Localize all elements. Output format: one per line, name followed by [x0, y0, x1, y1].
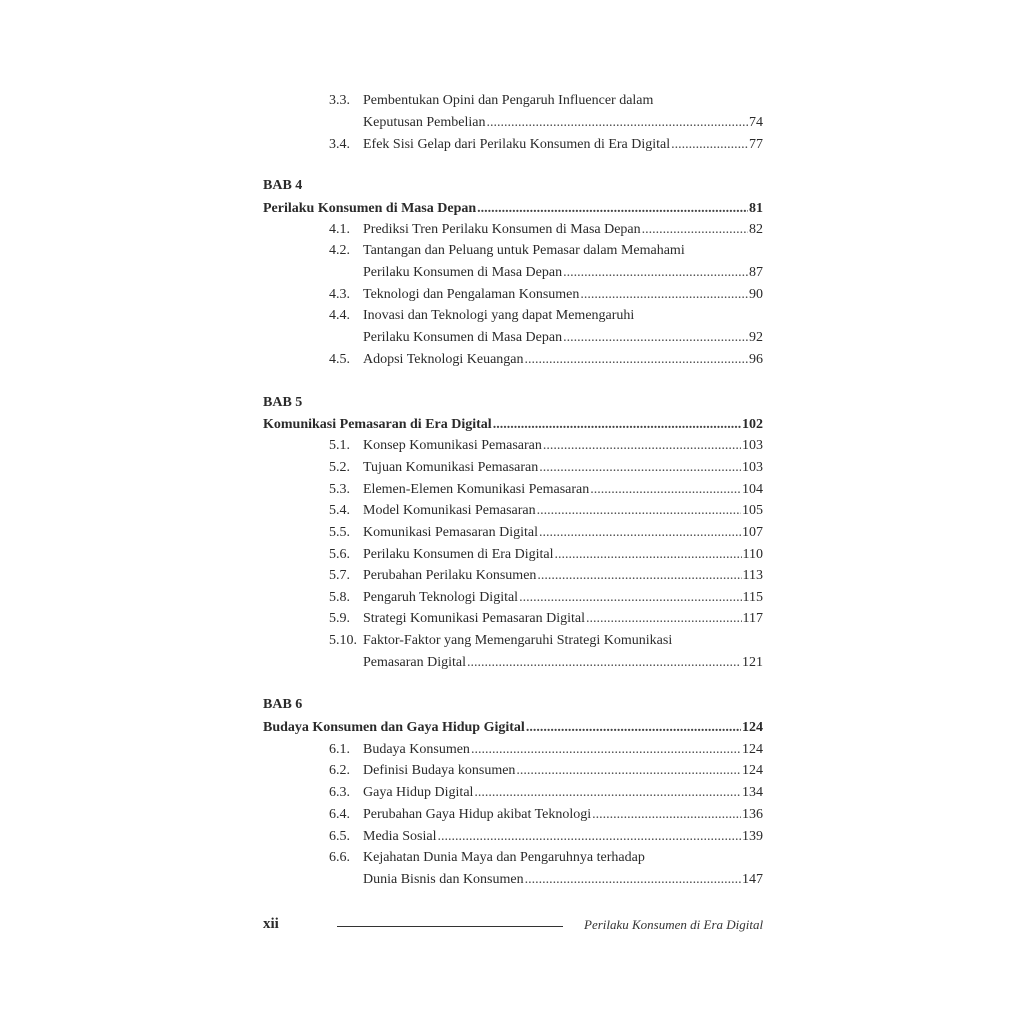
section-title: Definisi Budaya konsumen	[363, 763, 516, 778]
toc-entry	[263, 804, 763, 826]
section-title: Strategi Komunikasi Pemasaran Digital	[363, 611, 586, 626]
page-number: 139	[742, 829, 763, 844]
dot-leader	[537, 500, 741, 522]
toc-entry	[263, 739, 763, 761]
dot-leader	[592, 804, 741, 826]
toc-entry	[263, 349, 763, 371]
chapter-entry	[263, 198, 763, 220]
page-number: 124	[742, 720, 763, 735]
section-title: Konsep Komunikasi Pemasaran	[363, 438, 542, 453]
toc-entry	[263, 500, 763, 522]
page-number: 147	[742, 872, 763, 887]
toc-entry	[263, 435, 763, 457]
page-number: 104	[742, 482, 763, 497]
section-title: Model Komunikasi Pemasaran	[363, 503, 536, 518]
section-title: Dunia Bisnis dan Konsumen	[363, 872, 524, 887]
section-title: Inovasi dan Teknologi yang dapat Memengaruhi	[363, 308, 635, 323]
dot-leader	[580, 284, 748, 306]
page-number: 124	[742, 763, 763, 778]
toc-entry	[263, 869, 763, 891]
toc-entry	[263, 90, 763, 112]
page-number: 90	[749, 287, 763, 302]
dot-leader	[563, 327, 748, 349]
section-title: Tantangan dan Peluang untuk Pemasar dalam Memahami	[363, 243, 685, 258]
dot-leader	[525, 869, 741, 891]
section-title: Efek Sisi Gelap dari Perilaku Konsumen di Era Digital	[363, 137, 671, 152]
section-title: Gaya Hidup Digital	[363, 785, 474, 800]
section-number: 5.5.	[329, 525, 350, 540]
toc-entry	[263, 782, 763, 804]
dot-leader	[477, 198, 748, 220]
section-title: Teknologi dan Pengalaman Konsumen	[363, 287, 580, 302]
toc-entry	[263, 630, 763, 652]
section-number: 5.6.	[329, 547, 350, 562]
dot-leader	[586, 608, 742, 630]
toc-entry	[263, 262, 763, 284]
chapter-entry	[263, 717, 763, 739]
section-number: 4.5.	[329, 352, 350, 367]
footer-page-number: xii	[263, 916, 279, 932]
chapter-label: BAB 4	[263, 178, 303, 193]
section-title: Budaya Konsumen	[363, 742, 470, 757]
page-number: 103	[742, 460, 763, 475]
section-title: Perubahan Perilaku Konsumen	[363, 568, 537, 583]
toc-entry	[263, 219, 763, 241]
dot-leader	[471, 739, 741, 761]
section-number: 6.3.	[329, 785, 350, 800]
dot-leader	[539, 522, 741, 544]
footer-book-title: Perilaku Konsumen di Era Digital	[584, 917, 764, 932]
toc-entry	[263, 587, 763, 609]
section-title: Keputusan Pembelian	[363, 115, 486, 130]
dot-leader	[539, 457, 741, 479]
chapter-title: Komunikasi Pemasaran di Era Digital	[263, 417, 492, 432]
chapter-label: BAB 6	[263, 697, 303, 712]
section-number: 5.1.	[329, 438, 350, 453]
toc-entry	[263, 305, 763, 327]
section-number: 5.4.	[329, 503, 350, 518]
page-number: 81	[749, 201, 763, 216]
toc-entry	[263, 826, 763, 848]
page-number: 103	[742, 438, 763, 453]
toc-entry	[263, 327, 763, 349]
page-number: 121	[742, 655, 763, 670]
section-number: 4.4.	[329, 308, 350, 323]
toc-entry	[263, 760, 763, 782]
toc-entry	[263, 544, 763, 566]
dot-leader	[438, 826, 742, 848]
toc-entry	[263, 112, 763, 134]
section-title: Perilaku Konsumen di Masa Depan	[363, 265, 563, 280]
page-number: 134	[742, 785, 763, 800]
dot-leader	[543, 435, 741, 457]
section-number: 4.2.	[329, 243, 350, 258]
toc-entry	[263, 240, 763, 262]
section-number: 5.8.	[329, 590, 350, 605]
section-number: 5.7.	[329, 568, 350, 583]
section-title: Pemasaran Digital	[363, 655, 467, 670]
section-title: Media Sosial	[363, 829, 437, 844]
dot-leader	[493, 414, 741, 436]
page-number: 136	[742, 807, 763, 822]
section-title: Faktor-Faktor yang Memengaruhi Strategi Komunikasi	[363, 633, 673, 648]
dot-leader	[519, 587, 741, 609]
dot-leader	[590, 479, 741, 501]
section-number: 3.4.	[329, 137, 350, 152]
page-number: 117	[742, 611, 763, 626]
page-number: 115	[742, 590, 763, 605]
dot-leader	[516, 760, 741, 782]
page-number: 110	[742, 547, 763, 562]
section-title: Perilaku Konsumen di Masa Depan	[363, 330, 563, 345]
toc-entry	[263, 479, 763, 501]
section-title: Pengaruh Teknologi Digital	[363, 590, 519, 605]
section-number: 5.2.	[329, 460, 350, 475]
section-number: 4.1.	[329, 222, 350, 237]
toc-entry	[263, 608, 763, 630]
dot-leader	[563, 262, 748, 284]
chapter-title: Budaya Konsumen dan Gaya Hidup Gigital	[263, 720, 525, 735]
section-number: 6.6.	[329, 850, 350, 865]
section-title: Kejahatan Dunia Maya dan Pengaruhnya terhadap	[363, 850, 645, 865]
section-number: 5.10.	[329, 633, 357, 648]
toc-entry	[263, 134, 763, 156]
page-number: 74	[749, 115, 763, 130]
page-number: 87	[749, 265, 763, 280]
page-number: 113	[742, 568, 763, 583]
page-number: 102	[742, 417, 763, 432]
section-number: 5.9.	[329, 611, 350, 626]
section-title: Prediksi Tren Perilaku Konsumen di Masa Depan	[363, 222, 641, 237]
chapter-label: BAB 5	[263, 395, 303, 410]
section-number: 6.2.	[329, 763, 350, 778]
chapter-entry	[263, 414, 763, 436]
dot-leader	[526, 717, 741, 739]
section-number: 3.3.	[329, 93, 350, 108]
dot-leader	[525, 349, 748, 371]
section-number: 6.1.	[329, 742, 350, 757]
page-number: 92	[749, 330, 763, 345]
section-number: 6.5.	[329, 829, 350, 844]
dot-leader	[467, 652, 741, 674]
dot-leader	[537, 565, 741, 587]
dot-leader	[671, 134, 748, 156]
section-title: Elemen-Elemen Komunikasi Pemasaran	[363, 482, 590, 497]
toc-entry	[263, 847, 763, 869]
section-title: Perilaku Konsumen di Era Digital	[363, 547, 554, 562]
section-title: Perubahan Gaya Hidup akibat Teknologi	[363, 807, 592, 822]
page-number: 96	[749, 352, 763, 367]
dot-leader	[486, 112, 748, 134]
page-number: 77	[749, 137, 763, 152]
page-number: 107	[742, 525, 763, 540]
section-title: Tujuan Komunikasi Pemasaran	[363, 460, 539, 475]
section-number: 5.3.	[329, 482, 350, 497]
dot-leader	[642, 219, 748, 241]
toc-entry	[263, 284, 763, 306]
toc-entry	[263, 457, 763, 479]
section-number: 6.4.	[329, 807, 350, 822]
dot-leader	[555, 544, 742, 566]
page-number: 105	[742, 503, 763, 518]
dot-leader	[474, 782, 741, 804]
toc-entry	[263, 652, 763, 674]
section-number: 4.3.	[329, 287, 350, 302]
footer-divider	[337, 926, 563, 927]
page-number: 124	[742, 742, 763, 757]
section-title: Adopsi Teknologi Keuangan	[363, 352, 524, 367]
chapter-title: Perilaku Konsumen di Masa Depan	[263, 201, 477, 216]
toc-entry	[263, 565, 763, 587]
toc-entry	[263, 522, 763, 544]
section-title: Komunikasi Pemasaran Digital	[363, 525, 538, 540]
section-title: Pembentukan Opini dan Pengaruh Influencer dalam	[363, 93, 654, 108]
page-number: 82	[749, 222, 763, 237]
